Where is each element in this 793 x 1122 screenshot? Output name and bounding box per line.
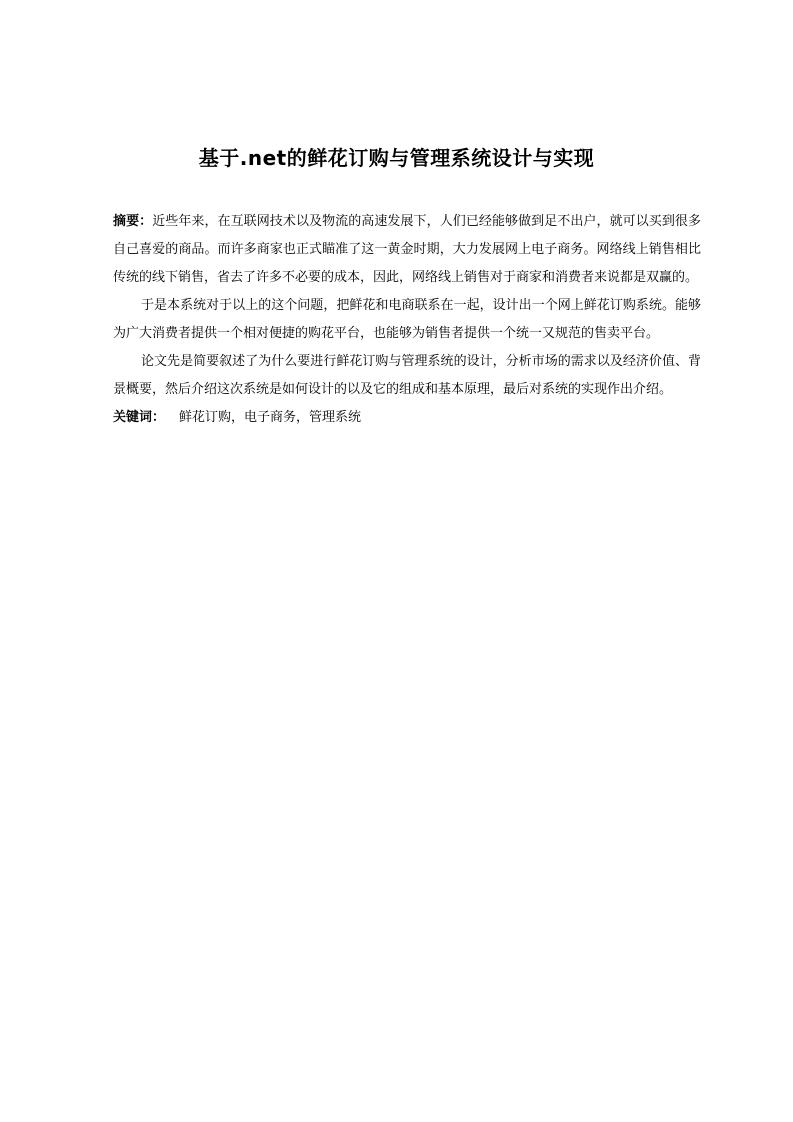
- abstract-section: [113, 208, 701, 432]
- abstract-paragraph-1: [113, 208, 701, 292]
- document-title: 基于.net的鲜花订购与管理系统设计与实现: [198, 146, 595, 170]
- abstract-paragraph-3: 论文先是简要叙述了为什么要进行鲜花订购与管理系统的设计，分析市场的需求以及经济价值、背景概要，然后介绍这次系统是如何设计的以及它的组成和基本原理，最后对系统的实现作出介绍。: [113, 354, 701, 397]
- abstract-label: 摘要：: [113, 214, 153, 229]
- keywords-text: 鲜花订购，电子商务，管理系统: [179, 410, 362, 425]
- keywords-line: [113, 404, 701, 432]
- abstract-text-1: 近些年来，在互联网技术以及物流的高速发展下，人们已经能够做到足不出户，就可以买到很多自己喜爱的商品。而许多商家也正式瞄准了这一黄金时期，大力发展网上电子商务。网络线上销售相比传统的线下销售，省去了许多不必要的成本，因此，网络线上销售对于商家和消费者来说都是双赢的。: [113, 214, 701, 285]
- keywords-label: 关键词：: [113, 410, 166, 425]
- abstract-paragraph-2: 于是本系统对于以上的这个问题，把鲜花和电商联系在一起，设计出一个网上鲜花订购系统。能够为广大消费者提供一个相对便捷的购花平台，也能够为销售者提供一个统一又规范的售卖平台。: [113, 298, 701, 341]
